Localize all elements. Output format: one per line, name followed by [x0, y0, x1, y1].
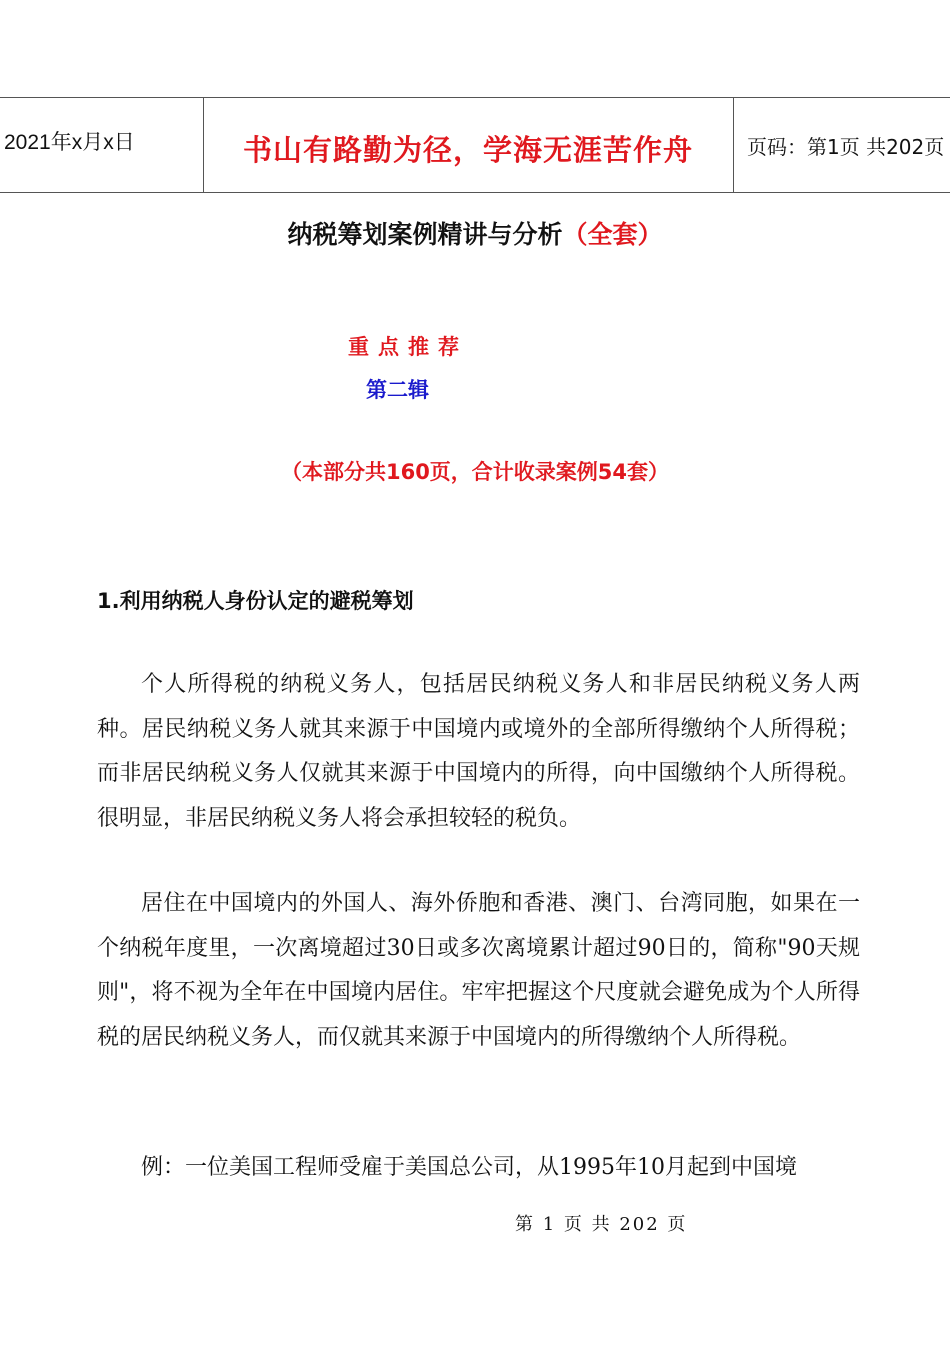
header-page-info: 页码：第1页 共202页: [747, 134, 945, 159]
title-suffix: （全套）: [562, 220, 663, 249]
series-label: 第二辑: [366, 378, 429, 402]
title-main: 纳税筹划案例精讲与分析: [287, 220, 563, 249]
recommend-label: 重点推荐: [348, 335, 468, 359]
section-heading: 1.利用纳税人身份认定的避税筹划: [97, 589, 414, 613]
body-paragraph: 居住在中国境内的外国人、海外侨胞和香港、澳门、台湾同胞，如果在一个纳税年度里，一次离境超过30日或多次离境累计超过90日的，简称"90天规则"，将不视为全年在中国境内居住。牢牢把握这个尺度就会避免成为个人所得税的居民纳税义务人，而仅就其来源于中国境内的所得缴纳个人所得税。: [97, 891, 860, 1050]
body-paragraph: 个人所得税的纳税义务人，包括居民纳税义务人和非居民纳税义务人两种。居民纳税义务人就其来源于中国境内或境外的全部所得缴纳个人所得税；而非居民纳税义务人仅就其来源于中国境内的所得，向中国缴纳个人所得税。很明显，非居民纳税义务人将会承担较轻的税负。: [97, 672, 860, 831]
body-paragraph: 例：一位美国工程师受雇于美国总公司，从1995年10月起到中国境: [141, 1155, 797, 1180]
document-title: [0, 215, 950, 251]
document-header: [0, 97, 950, 193]
volume-note: （本部分共160页，合计收录案例54套）: [280, 460, 670, 484]
page-footer: 第 1 页 共 202 页: [515, 1214, 688, 1235]
header-date: 2021年x月x日: [4, 131, 135, 154]
header-motto: 书山有路勤为径，学海无涯苦作舟: [242, 132, 693, 167]
